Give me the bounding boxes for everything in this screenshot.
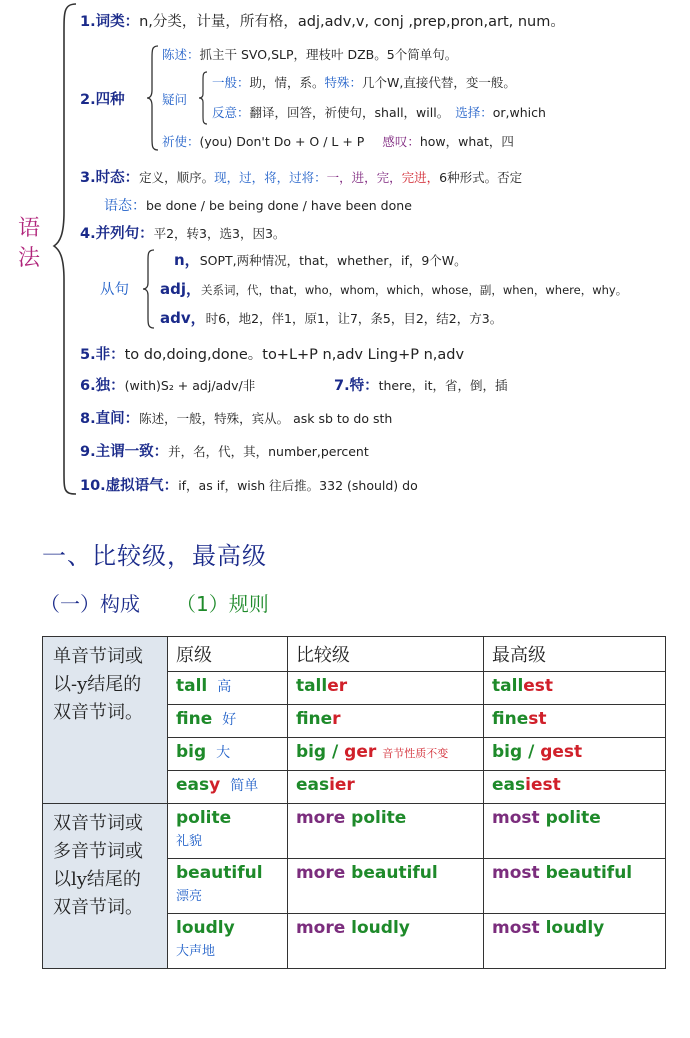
brace-icon [198, 70, 208, 126]
base-form-cell: fine 好 [168, 705, 288, 738]
grammar-item-1: 1.词类：n,分类，计量，所有格，adj,adv,v, conj ,prep,pron,art, num。 [80, 14, 565, 30]
superlative-cell: most loudly [484, 914, 666, 969]
comparison-table [42, 636, 666, 969]
table-header-row [43, 637, 666, 672]
grammar-item-6: 6.独：(with)S₂ + adj/adv/非 [80, 378, 256, 394]
chenshu-line: 陈述：抓主干 SVO,SLP，理枝叶 DZB。5个简单句。 [162, 47, 458, 62]
superlative-cell: big / gest [484, 738, 666, 771]
superlative-cell: most polite [484, 804, 666, 859]
table-row [43, 804, 666, 859]
superlative-cell: tallest [484, 672, 666, 705]
comparative-cell: more beautiful [287, 859, 483, 914]
grammar-item-7: 7.特：there，it，省，倒，插 [334, 378, 508, 394]
base-form-cell: polite 礼貌 [168, 804, 288, 859]
fanyi-line: 反意：翻译，回答，祈使句，shall，will。 选择：or,which [212, 105, 546, 120]
subsection-rule-title: （1）规则 [176, 592, 269, 616]
grammar-item-4: 4.并列句：平2，转3，选3，因3。 [80, 226, 286, 242]
congju-n-line: n，SOPT,两种情况，that，whether，if，9个W。 [174, 251, 467, 269]
comparative-cell: taller [287, 672, 483, 705]
grammar-side-label: 语法 [18, 216, 41, 271]
grammar-item-8: 8.直间：陈述，一般，特殊，宾从。 ask sb to do sth [80, 411, 393, 427]
base-form-cell: big 大 [168, 738, 288, 771]
base-form-cell: easy 简单 [168, 771, 288, 804]
comparative-cell: more polite [287, 804, 483, 859]
column-header: 比较级 [287, 637, 483, 672]
comparative-cell: more loudly [287, 914, 483, 969]
brace-icon [142, 248, 156, 330]
base-form-cell: loudly 大声地 [168, 914, 288, 969]
comparative-cell: easier [287, 771, 483, 804]
yutai-line: 语态：be done / be being done / have been done [104, 198, 412, 214]
subsection-title: （一）构成 [40, 592, 140, 616]
superlative-cell: finest [484, 705, 666, 738]
grammar-item-2-head: 2.四种 [80, 92, 125, 108]
comparative-cell: big / ger 音节性质不变 [287, 738, 483, 771]
grammar-item-10: 10.虚拟语气：if，as if，wish 往后推。332 (should) do [80, 478, 418, 494]
superlative-cell: easiest [484, 771, 666, 804]
category-cell-polysyllabic: 双音节词或多音节词或以ly结尾的双音节词。 [43, 804, 168, 969]
superlative-cell: most beautiful [484, 859, 666, 914]
base-form-cell: tall 高 [168, 672, 288, 705]
column-header: 最高级 [484, 637, 666, 672]
column-header: 原级 [168, 637, 288, 672]
congju-adj-line: adj，关系词，代，that，who，whom，which，whose，副，when，where，why。 [160, 280, 628, 298]
qishi-line: 祈使：(you) Don't Do + O / L + P 感叹：how，what，四 [162, 134, 514, 149]
base-form-cell: beautiful 漂亮 [168, 859, 288, 914]
grammar-item-9: 9.主谓一致：并，名，代，其，number,percent [80, 444, 369, 460]
comparative-cell: finer [287, 705, 483, 738]
big-brace-icon [52, 2, 78, 496]
grammar-item-5: 5.非：to do,doing,done。to+L+P n,adv Ling+P n,adv [80, 347, 465, 363]
yiwen-label: 疑问 [162, 92, 188, 107]
category-cell-monosyllabic: 单音节词或以-y结尾的双音节词。 [43, 637, 168, 804]
brace-icon [146, 44, 160, 152]
congju-label: 从句 [100, 282, 129, 298]
congju-adv-line: adv，时6，地2，伴1，原1，让7，条5，目2，结2，方3。 [160, 309, 503, 327]
yiban-line: 一般：助，情，系。特殊：几个W,直接代替，变一般。 [212, 75, 516, 90]
grammar-item-3: 3.时态：定义，顺序。现，过，将，过将：一，进，完，完进，6种形式。否定 [80, 170, 523, 186]
section-title: 一、比较级，最高级 [42, 542, 267, 570]
